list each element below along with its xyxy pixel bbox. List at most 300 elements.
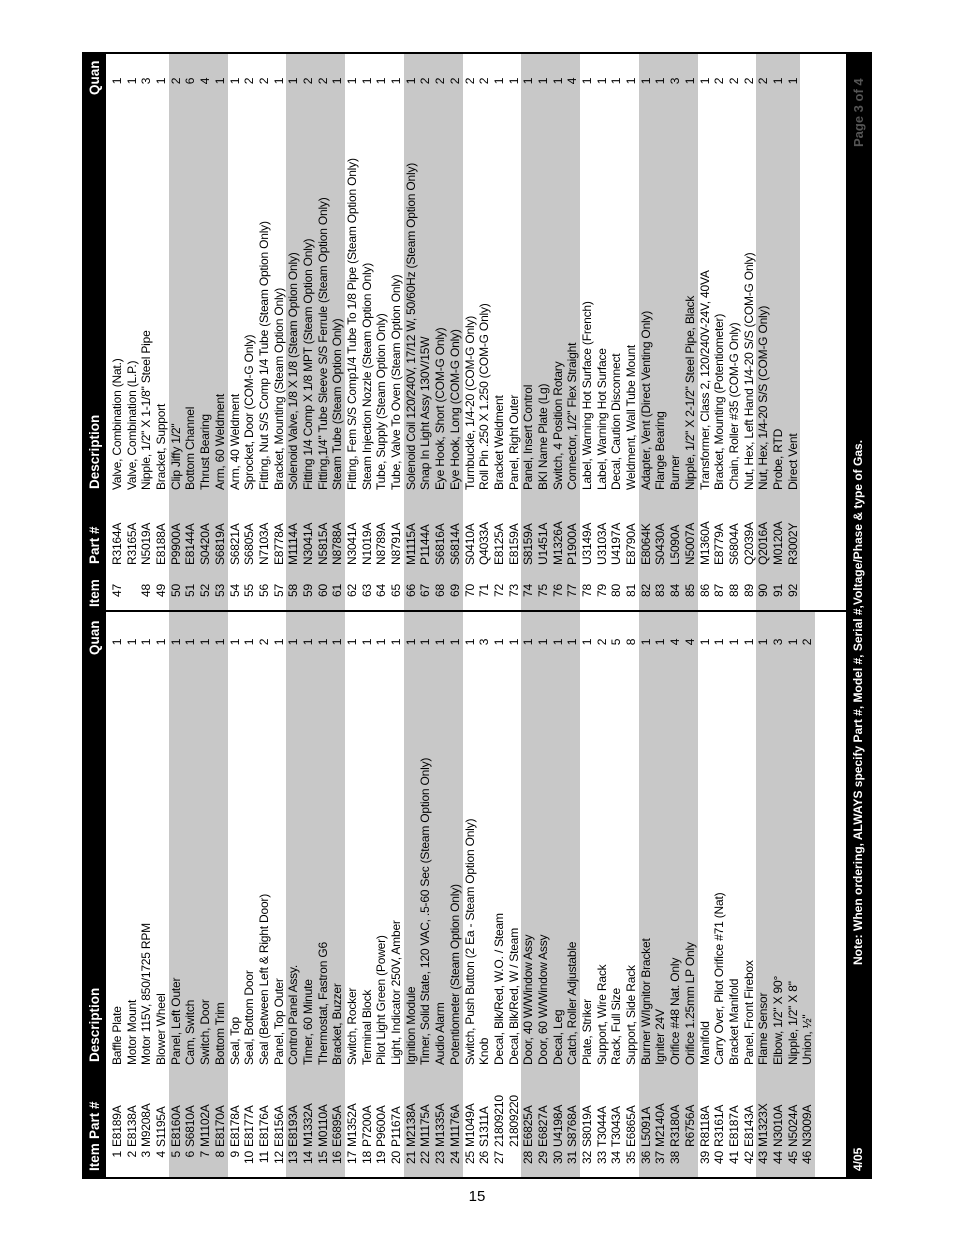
table-row bbox=[110, 54, 125, 610]
quantity: 1 bbox=[535, 638, 550, 646]
quantity: 1 bbox=[609, 77, 624, 85]
table-row bbox=[771, 612, 786, 1177]
item-number: 12 bbox=[271, 1151, 286, 1164]
quantity: 2 bbox=[300, 77, 315, 85]
item-number: 3 bbox=[139, 1151, 154, 1158]
item-number: 82 bbox=[638, 584, 653, 597]
part-description: Sprocket, Door (COM-G Only) bbox=[242, 334, 257, 490]
part-number: E8160A bbox=[168, 1105, 183, 1147]
table-row bbox=[492, 54, 507, 610]
part-description: Timer, 60 Minute bbox=[300, 979, 315, 1065]
item-number: 17 bbox=[345, 1151, 359, 1164]
table-row bbox=[154, 612, 169, 1177]
quantity: 1 bbox=[139, 638, 154, 646]
table-row bbox=[198, 54, 213, 610]
quantity: 1 bbox=[550, 638, 565, 646]
left-rows bbox=[110, 612, 815, 1177]
header-quan-right: Quan bbox=[87, 60, 102, 95]
header-description-left: Description bbox=[87, 987, 102, 1062]
part-number: N8788A bbox=[330, 522, 345, 565]
quantity: 1 bbox=[653, 638, 668, 646]
quantity: 1 bbox=[653, 77, 668, 85]
item-number: 33 bbox=[594, 1151, 609, 1164]
part-description: Seal, Top bbox=[227, 1016, 242, 1065]
item-number: 36 bbox=[638, 1151, 653, 1164]
header-item-right: Item bbox=[87, 579, 102, 607]
quantity: 1 bbox=[638, 638, 653, 646]
quantity: 1 bbox=[550, 77, 565, 85]
quantity: 8 bbox=[624, 638, 639, 646]
part-number: N3041A bbox=[345, 522, 359, 565]
item-number: 59 bbox=[300, 584, 315, 597]
item-number: 2 bbox=[124, 1151, 139, 1158]
table-row bbox=[301, 54, 316, 610]
quantity: 1 bbox=[168, 638, 183, 646]
header-part-right: Part # bbox=[87, 526, 102, 564]
table-row bbox=[477, 54, 492, 610]
item-number: 75 bbox=[535, 584, 550, 597]
part-description: Switch, Push Button (2 Ea - Steam Option Only) bbox=[462, 818, 477, 1065]
table-row bbox=[169, 612, 184, 1177]
part-number: S8159A bbox=[521, 523, 536, 565]
part-number: M0110A bbox=[315, 1104, 330, 1147]
part-number: S6805A bbox=[242, 523, 257, 565]
table-row bbox=[507, 54, 522, 610]
item-number: 41 bbox=[726, 1151, 741, 1164]
quantity: 2 bbox=[315, 77, 330, 85]
part-number: E6865A bbox=[624, 1105, 639, 1147]
quantity: 1 bbox=[212, 638, 227, 646]
table-row bbox=[316, 54, 331, 610]
item-number: 10 bbox=[242, 1151, 257, 1164]
part-description: Panel, Top Outer bbox=[271, 978, 286, 1065]
item-number: 46 bbox=[800, 1151, 815, 1164]
part-number: N7103A bbox=[256, 522, 271, 565]
quantity: 1 bbox=[506, 77, 521, 85]
part-number: M1102A bbox=[198, 1104, 213, 1147]
part-description: Control Panel Assy. bbox=[286, 964, 301, 1065]
part-number: R3164A bbox=[110, 522, 124, 565]
quantity: 1 bbox=[491, 638, 506, 646]
part-number: Q2039A bbox=[741, 522, 756, 565]
item-number: 27 bbox=[491, 1151, 506, 1164]
item-number: 37 bbox=[653, 1151, 668, 1164]
part-description: Orifice 1.25mm LP Only bbox=[682, 942, 697, 1065]
part-number: S1311A bbox=[477, 1106, 492, 1147]
item-number: 54 bbox=[227, 584, 242, 597]
part-number: M1323X bbox=[756, 1103, 771, 1147]
quantity: 1 bbox=[521, 77, 536, 85]
item-number: 49 bbox=[154, 584, 169, 597]
part-description: Decal, Blk/Red, W.O. / Steam bbox=[491, 913, 506, 1065]
part-number: N5019A bbox=[139, 522, 154, 565]
quantity: 1 bbox=[110, 77, 124, 85]
item-number: 14 bbox=[300, 1151, 315, 1164]
quantity: 1 bbox=[491, 77, 506, 85]
quantity: 2 bbox=[800, 638, 815, 646]
item-number: 69 bbox=[447, 584, 462, 597]
part-description: Bracket, Buzzer bbox=[330, 983, 345, 1065]
part-description: Decal, Caution Disconnect bbox=[609, 353, 624, 490]
item-number: 87 bbox=[712, 584, 727, 597]
part-number: M2138A bbox=[403, 1103, 418, 1147]
part-description: BKI Name Plate (Lg) bbox=[535, 383, 550, 490]
part-number: S8019A bbox=[580, 1105, 594, 1147]
table-row bbox=[374, 54, 389, 610]
table-row bbox=[639, 54, 654, 610]
part-number: E8178A bbox=[227, 1105, 242, 1147]
quantity: 1 bbox=[389, 638, 404, 646]
table-row bbox=[712, 612, 727, 1177]
item-number: 16 bbox=[330, 1151, 345, 1164]
table-row bbox=[463, 612, 478, 1177]
part-number: U3149A bbox=[580, 522, 594, 565]
quantity: 1 bbox=[212, 77, 227, 85]
part-number: N1019A bbox=[359, 522, 374, 565]
quantity: 1 bbox=[271, 77, 286, 85]
table-row bbox=[286, 54, 301, 610]
table-row bbox=[433, 612, 448, 1177]
part-number: Q4033A bbox=[477, 522, 492, 565]
table-row bbox=[551, 54, 566, 610]
part-description: Baffle Plate bbox=[110, 1006, 124, 1065]
item-number: 44 bbox=[770, 1151, 785, 1164]
table-row bbox=[698, 54, 713, 610]
quantity: 2 bbox=[726, 77, 741, 85]
quantity: 1 bbox=[403, 77, 418, 85]
table-row bbox=[139, 612, 154, 1177]
rotated-table bbox=[84, 54, 870, 1177]
table-row bbox=[565, 612, 580, 1177]
table-row bbox=[257, 54, 272, 610]
part-description: Seal (Between Left & Right Door) bbox=[256, 893, 271, 1065]
part-number: 21809220 bbox=[506, 1095, 521, 1147]
item-number: 47 bbox=[110, 584, 124, 597]
part-number: M2140A bbox=[653, 1103, 668, 1147]
table-row bbox=[360, 54, 375, 610]
quantity: 1 bbox=[433, 638, 448, 646]
table-row bbox=[580, 612, 595, 1177]
part-description: Solenoid Valve, 1/8 X 1/8 (Steam Option Only) bbox=[286, 252, 301, 490]
footer-date: 4/05 bbox=[851, 1147, 865, 1171]
header-item-left: Item bbox=[87, 1143, 102, 1171]
part-number: N3009A bbox=[800, 1104, 815, 1147]
part-number: L5091A bbox=[638, 1106, 653, 1147]
table-row bbox=[345, 612, 360, 1177]
part-description: Nipple, 1/2" X 2-1/2" Steel Pipe, Black bbox=[682, 295, 697, 490]
part-description: Eye Hook, Short (COM-G Only) bbox=[433, 327, 448, 490]
part-description: Chain, Roller #35 (COM-G Only) bbox=[726, 322, 741, 490]
quantity: 4 bbox=[198, 77, 213, 85]
quantity: 3 bbox=[668, 77, 683, 85]
table-row bbox=[668, 612, 683, 1177]
quantity: 1 bbox=[242, 638, 257, 646]
part-description: Panel, Right Outer bbox=[506, 394, 521, 490]
part-number: R3180A bbox=[668, 1104, 683, 1147]
part-description: Connector, 1/2" Flex Straight bbox=[565, 342, 580, 490]
part-description: Turnbuckle, 1/4-20 (COM-G Only) bbox=[462, 315, 477, 490]
table-row bbox=[742, 612, 757, 1177]
table-row bbox=[374, 612, 389, 1177]
part-description: Bracket, Mounting (Steam Option Only) bbox=[271, 287, 286, 490]
part-number: M1114A bbox=[286, 523, 301, 565]
quantity: 1 bbox=[535, 77, 550, 85]
quantity: 1 bbox=[726, 638, 741, 646]
part-description: Light, Indicator 250V, Amber bbox=[389, 920, 404, 1065]
part-description: Motor 115V, 850/1725 RPM bbox=[139, 923, 154, 1065]
part-description: Bottom Trim bbox=[212, 1002, 227, 1065]
table-row bbox=[653, 612, 668, 1177]
table-row bbox=[301, 612, 316, 1177]
part-number: S1195A bbox=[154, 1106, 169, 1147]
part-description: Seal, Bottom Door bbox=[242, 970, 257, 1065]
item-number: 66 bbox=[403, 584, 418, 597]
part-description: Cam, Switch bbox=[183, 999, 198, 1065]
item-number: 55 bbox=[242, 584, 257, 597]
part-number: N3010A bbox=[770, 1104, 785, 1147]
item-number: 42 bbox=[741, 1151, 756, 1164]
part-number: M0120A bbox=[770, 521, 785, 565]
header-band bbox=[84, 54, 106, 1177]
quantity: 1 bbox=[594, 77, 609, 85]
quantity: 2 bbox=[756, 77, 771, 85]
part-number: 21809210 bbox=[491, 1095, 506, 1147]
table-row bbox=[521, 54, 536, 610]
part-description: Plate, Striker bbox=[580, 999, 594, 1065]
table-row bbox=[492, 612, 507, 1177]
quantity: 1 bbox=[154, 77, 169, 85]
table-row bbox=[609, 54, 624, 610]
item-number: 31 bbox=[565, 1151, 580, 1164]
quantity: 1 bbox=[359, 77, 374, 85]
part-description: Valve, Combination (Nat.) bbox=[110, 358, 124, 490]
quantity: 4 bbox=[682, 638, 697, 646]
quantity: 1 bbox=[756, 638, 771, 646]
table-row bbox=[389, 54, 404, 610]
item-number: 34 bbox=[609, 1151, 624, 1164]
table-row bbox=[595, 54, 610, 610]
table-row bbox=[213, 54, 228, 610]
footer-band bbox=[846, 54, 870, 1177]
part-number: M1326A bbox=[550, 521, 565, 565]
table-row bbox=[169, 54, 184, 610]
quantity: 1 bbox=[345, 638, 359, 646]
quantity: 1 bbox=[315, 638, 330, 646]
table-row bbox=[154, 54, 169, 610]
item-number: 35 bbox=[624, 1151, 639, 1164]
part-description: Steam Tube (Steam Option Only) bbox=[330, 318, 345, 490]
item-number: 45 bbox=[785, 1151, 800, 1164]
part-description: Knob bbox=[477, 1037, 492, 1065]
quantity: 2 bbox=[477, 77, 492, 85]
quantity: 1 bbox=[300, 638, 315, 646]
table-row bbox=[183, 612, 198, 1177]
part-description: Direct Vent bbox=[785, 433, 800, 490]
quantity: 2 bbox=[256, 77, 271, 85]
right-table bbox=[106, 54, 846, 612]
table-row bbox=[756, 612, 771, 1177]
part-number: M1335A bbox=[433, 1103, 448, 1147]
part-number: E8125A bbox=[491, 523, 506, 565]
part-description: Manifold bbox=[697, 1021, 712, 1065]
item-number: 78 bbox=[580, 584, 594, 597]
item-number: 53 bbox=[212, 584, 227, 597]
part-description: Panel, Insert Control bbox=[521, 384, 536, 490]
part-description: Label, Warning Hot Surface bbox=[594, 348, 609, 490]
item-number: 67 bbox=[418, 584, 433, 597]
part-number: E8177A bbox=[242, 1105, 257, 1147]
quantity: 1 bbox=[227, 638, 242, 646]
table-row bbox=[551, 612, 566, 1177]
quantity: 1 bbox=[697, 77, 712, 85]
quantity: 2 bbox=[168, 77, 183, 85]
part-number: R8118A bbox=[697, 1105, 712, 1147]
item-number: 4 bbox=[154, 1151, 169, 1158]
item-number: 51 bbox=[183, 584, 198, 597]
part-description: Roll Pin .250 X 1.250 (COM-G Only) bbox=[477, 303, 492, 490]
part-number: S6810A bbox=[183, 1105, 198, 1147]
quantity: 4 bbox=[668, 638, 683, 646]
part-description: Switch, 4 Position Rotary bbox=[550, 361, 565, 490]
table-row bbox=[213, 612, 228, 1177]
item-number: 18 bbox=[359, 1151, 374, 1164]
part-description: Thrust Bearing bbox=[198, 414, 213, 490]
part-number: E8193A bbox=[286, 1105, 301, 1147]
part-description: Nipple, 1/2" X 8" bbox=[785, 981, 800, 1065]
part-description: Switch, Door bbox=[198, 999, 213, 1065]
part-number: M1049A bbox=[462, 1103, 477, 1147]
table-row bbox=[242, 54, 257, 610]
quantity: 1 bbox=[682, 77, 697, 85]
part-number: S6804A bbox=[726, 523, 741, 565]
table-row bbox=[800, 612, 815, 1177]
item-number: 63 bbox=[359, 584, 374, 597]
table-row bbox=[330, 612, 345, 1177]
quantity: 1 bbox=[198, 638, 213, 646]
quantity: 1 bbox=[506, 638, 521, 646]
quantity: 1 bbox=[697, 638, 712, 646]
table-row bbox=[433, 54, 448, 610]
item-number: 74 bbox=[521, 584, 536, 597]
item-number: 86 bbox=[697, 584, 712, 597]
item-number: 26 bbox=[477, 1151, 492, 1164]
table-row bbox=[742, 54, 757, 610]
part-description: Flame Sensor bbox=[756, 992, 771, 1065]
item-number: 60 bbox=[315, 584, 330, 597]
table-row bbox=[286, 612, 301, 1177]
table-row bbox=[448, 54, 463, 610]
quantity: 2 bbox=[242, 77, 257, 85]
part-number: S6814A bbox=[447, 523, 462, 565]
table-row bbox=[272, 54, 287, 610]
quantity: 1 bbox=[330, 77, 345, 85]
part-description: Door, 40 W/Window Assy bbox=[521, 934, 536, 1065]
part-description: Tube, Valve To Oven (Steam Option Only) bbox=[389, 274, 404, 490]
quantity: 3 bbox=[770, 638, 785, 646]
part-description: Catch, Roller Adjustable bbox=[565, 941, 580, 1065]
item-number: 9 bbox=[227, 1151, 242, 1158]
part-description: Flange Bearing bbox=[653, 411, 668, 490]
quantity: 2 bbox=[418, 77, 433, 85]
right-rows bbox=[110, 54, 800, 610]
quantity: 1 bbox=[271, 638, 286, 646]
table-row bbox=[683, 54, 698, 610]
item-number: 30 bbox=[550, 1151, 565, 1164]
quantity: 1 bbox=[124, 638, 139, 646]
item-number: 32 bbox=[580, 1151, 594, 1164]
part-number: E8176A bbox=[256, 1105, 271, 1147]
quantity: 1 bbox=[330, 638, 345, 646]
table-row bbox=[786, 612, 801, 1177]
part-number: M1352A bbox=[345, 1103, 359, 1147]
table-row bbox=[698, 612, 713, 1177]
table-row bbox=[125, 612, 140, 1177]
part-number: E8187A bbox=[726, 1105, 741, 1147]
item-number: 80 bbox=[609, 584, 624, 597]
item-number: 13 bbox=[286, 1151, 301, 1164]
quantity: 2 bbox=[462, 77, 477, 85]
item-number: 38 bbox=[668, 1151, 683, 1164]
part-description: Snap In Light Assy 130V/15W bbox=[418, 336, 433, 490]
part-description: Label, Warning Hot Surface (French) bbox=[580, 301, 594, 490]
quantity: 2 bbox=[741, 77, 756, 85]
part-description: Nut, Hex, 1/4-20 S/S (COM-G Only) bbox=[756, 305, 771, 490]
part-number: T3044A bbox=[594, 1106, 609, 1147]
quantity: 1 bbox=[447, 638, 462, 646]
quantity: 1 bbox=[741, 638, 756, 646]
table-row bbox=[507, 612, 522, 1177]
footer-page-of: Page 3 of 4 bbox=[851, 78, 866, 147]
part-number: R6756A bbox=[682, 1104, 697, 1147]
part-number: M1360A bbox=[697, 521, 712, 565]
part-number: U3103A bbox=[594, 522, 609, 565]
item-number: 5 bbox=[168, 1151, 183, 1158]
table-row bbox=[316, 612, 331, 1177]
part-number: P1144A bbox=[418, 524, 433, 565]
part-description: Arm, 40 Weldment bbox=[227, 394, 242, 490]
header-quan-left: Quan bbox=[87, 620, 102, 655]
part-number: S0430A bbox=[653, 523, 668, 565]
table-row bbox=[536, 612, 551, 1177]
quantity: 1 bbox=[580, 77, 594, 85]
part-description: Valve, Combination (L.P.) bbox=[124, 360, 139, 490]
item-number: 91 bbox=[770, 584, 785, 597]
part-description: Potentiometer (Steam Option Only) bbox=[447, 884, 462, 1065]
part-number: P1167A bbox=[389, 1106, 404, 1147]
table-row bbox=[272, 612, 287, 1177]
item-number: 64 bbox=[374, 584, 389, 597]
quantity: 4 bbox=[565, 77, 580, 85]
part-description: Burner W/Ignitor Bracket bbox=[638, 938, 653, 1065]
item-number: 83 bbox=[653, 584, 668, 597]
part-description: Nipple, 1/2" X 1-1/8" Steel Pipe bbox=[139, 330, 154, 490]
part-description: Transformer, Class 2, 120/240V-24V, 40VA bbox=[697, 270, 712, 490]
item-number: 84 bbox=[668, 584, 683, 597]
part-description: Fitting,1/4" Tube Sleeve S/S Ferrule (Steam Option Only) bbox=[315, 197, 330, 490]
part-description: Door, 60 W/Window Assy bbox=[535, 934, 550, 1065]
item-number: 65 bbox=[389, 584, 404, 597]
quantity: 1 bbox=[110, 638, 124, 646]
item-number: 40 bbox=[712, 1151, 727, 1164]
quantity: 1 bbox=[580, 638, 594, 646]
part-description: Switch, Rocker bbox=[345, 987, 359, 1065]
part-number: S6821A bbox=[227, 523, 242, 565]
item-number: 57 bbox=[271, 584, 286, 597]
item-number: 29 bbox=[535, 1151, 550, 1164]
part-number: U1451A bbox=[535, 522, 550, 565]
item-number: 11 bbox=[256, 1151, 271, 1164]
part-description: Union, ½" bbox=[800, 1014, 815, 1065]
